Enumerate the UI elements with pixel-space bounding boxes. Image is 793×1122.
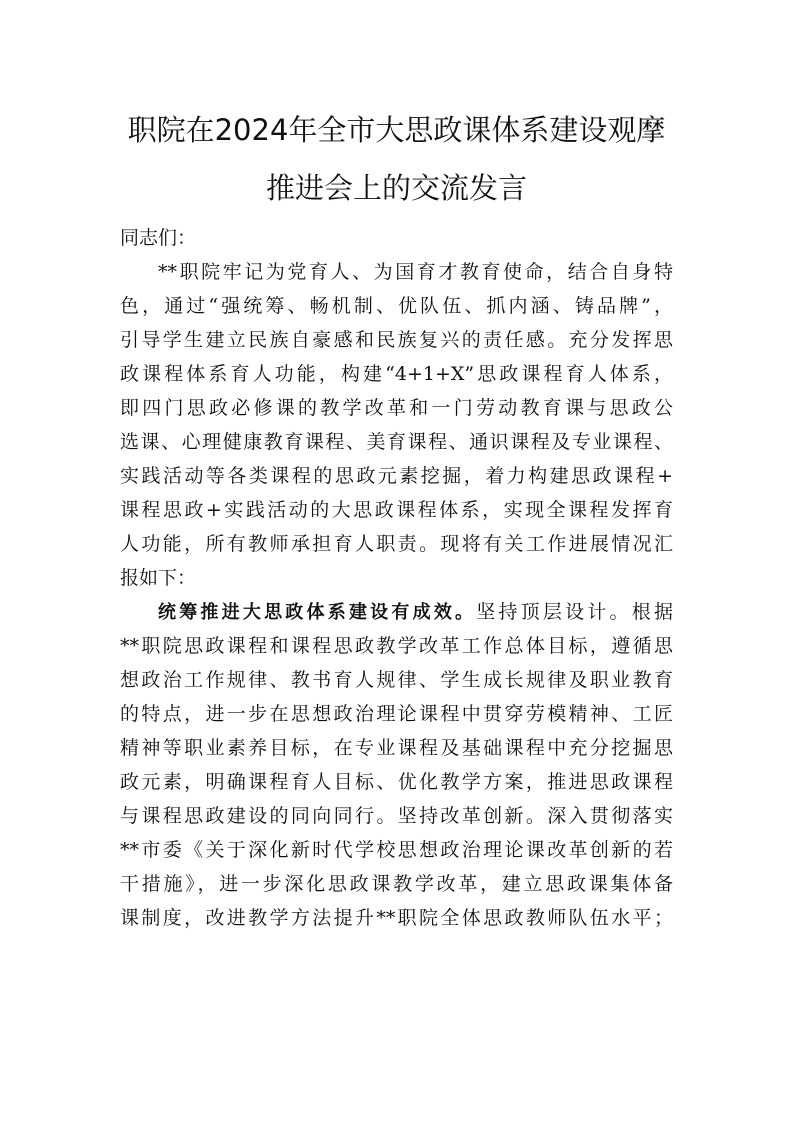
salutation: 同志们： (120, 227, 197, 249)
paragraph-1-line: 课程思政+实践活动的大思政课程体系，实现全课程发挥育 (120, 499, 673, 521)
paragraph-2-line: 的特点，进一步在思想政治理论课程中贯穿劳模精神、工匠 (120, 703, 673, 725)
paragraph-1-line: 引导学生建立民族自豪感和民族复兴的责任感。充分发挥思 (120, 329, 673, 351)
document-title-line-2: 推进会上的交流发言 (265, 171, 527, 205)
paragraph-1-line: 选课、心理健康教育课程、美育课程、通识课程及专业课程、 (120, 431, 673, 453)
paragraph-2-first-line-text: 坚持顶层设计。根据 (476, 601, 673, 623)
document-title-line-1: 职院在2024年全市大思政课体系建设观摩 (127, 113, 666, 147)
paragraph-1-line: 政课程体系育人功能，构建“4+1+X”思政课程育人体系， (120, 363, 673, 385)
paragraph-2-line: 干措施》，进一步深化思政课教学改革，建立思政课集体备 (120, 873, 673, 895)
paragraph-2-line: **职院思政课程和课程思政教学改革工作总体目标，遵循思 (120, 635, 673, 657)
paragraph-1-line: 即四门思政必修课的教学改革和一门劳动教育课与思政公 (120, 397, 673, 419)
paragraph-2-line: 想政治工作规律、教书育人规律、学生成长规律及职业教育 (120, 669, 673, 691)
paragraph-1-line: 实践活动等各类课程的思政元素挖掘，着力构建思政课程+ (120, 465, 673, 487)
paragraph-1-line: 色，通过“强统筹、畅机制、优队伍、抓内涵、铸品牌”， (120, 295, 673, 317)
paragraph-1-line: 人功能，所有教师承担育人职责。现将有关工作进展情况汇 (120, 533, 673, 555)
paragraph-2-line: 与课程思政建设的同向同行。坚持改革创新。深入贯彻落实 (120, 805, 673, 827)
paragraph-1-line: 报如下： (120, 567, 197, 589)
paragraph-2-first-line (158, 600, 673, 624)
paragraph-2-line: 精神等职业素养目标，在专业课程及基础课程中充分挖掘思 (120, 737, 673, 759)
section-heading: 统筹推进大思政体系建设有成效。 (158, 602, 477, 623)
paragraph-1-line: **职院牢记为党育人、为国育才教育使命，结合自身特 (158, 261, 673, 283)
paragraph-2-line: **市委《关于深化新时代学校思想政治理论课改革创新的若 (120, 839, 673, 861)
paragraph-2-line: 政元素，明确课程育人目标、优化教学方案，推进思政课程 (120, 771, 673, 793)
paragraph-2-line: 课制度，改进教学方法提升**职院全体思政教师队伍水平； (120, 907, 673, 929)
